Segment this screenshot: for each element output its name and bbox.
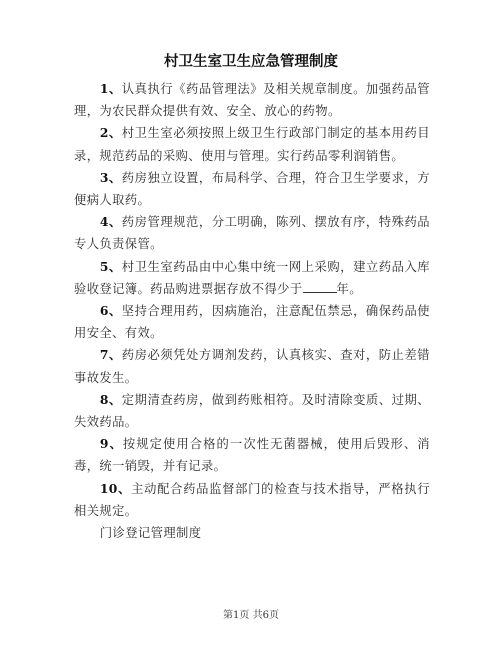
paragraph-text: 村卫生室药品由中心集中统一网上采购，建立药品入库验收登记簿。药品购进票据存放不得少于 (74, 259, 431, 296)
paragraph-text: 药房管理规范，分工明确，陈列、摆放有序，特殊药品专人负责保管。 (74, 215, 431, 252)
paragraph-10 (74, 478, 430, 522)
paragraph-text: 主动配合药品监督部门的检查与技术指导，严格执行相关规定。 (74, 481, 431, 518)
paragraph-text-end: 年。 (336, 281, 362, 296)
paragraph-text: 认真执行《药品管理法》及相关规章制度。加强药品管理，为农民群众提供有效、安全、放心的药物。 (74, 82, 431, 119)
paragraph-text: 村卫生室必须按照上级卫生行政部门制定的基本用药目录，规范药品的采购、使用与管理。实行药品零利润销售。 (74, 126, 431, 163)
page-footer: 第1页 共6页 (223, 610, 279, 621)
paragraph-number: 4、 (99, 214, 122, 230)
paragraph-5 (74, 256, 430, 300)
paragraph-1 (74, 78, 430, 122)
paragraph-text: 药房必须凭处方调剂发药，认真核实、查对，防止差错事故发生。 (74, 348, 431, 385)
paragraph-text: 药房独立设置，布局科学、合理，符合卫生学要求，方便病人取药。 (74, 170, 431, 208)
paragraph-6 (74, 300, 430, 344)
document-title: 村卫生室卫生应急管理制度 (164, 53, 338, 70)
paragraph-number: 3、 (99, 169, 122, 185)
paragraph-number: 10、 (99, 480, 132, 496)
paragraph-number: 9、 (99, 436, 123, 452)
paragraph-2 (74, 122, 430, 166)
paragraph-3 (74, 167, 430, 211)
document-body (74, 78, 430, 544)
paragraph-number: 1、 (99, 81, 122, 96)
next-section-heading: 门诊登记管理制度 (99, 526, 202, 541)
paragraph-number: 2、 (99, 125, 122, 141)
paragraph-8 (74, 389, 430, 433)
paragraph-number: 7、 (99, 347, 122, 363)
paragraph-9 (74, 433, 430, 477)
paragraph-text: 定期清查药房，做到药账相符。及时清除变质、过期、失效药品。 (74, 392, 431, 430)
paragraph-4 (74, 211, 430, 255)
paragraph-number: 8、 (99, 391, 122, 407)
paragraph-text: 按规定使用合格的一次性无菌器械，使用后毁形、消毒，统一销毁，并有记录。 (74, 437, 430, 474)
paragraph-7 (74, 344, 430, 388)
fill-in-blank (303, 281, 337, 293)
paragraph-number: 5、 (99, 258, 122, 274)
paragraph-text: 坚持合理用药，因病施治，注意配伍禁忌，确保药品使用安全、有效。 (74, 304, 431, 341)
paragraph-number: 6、 (99, 303, 122, 319)
